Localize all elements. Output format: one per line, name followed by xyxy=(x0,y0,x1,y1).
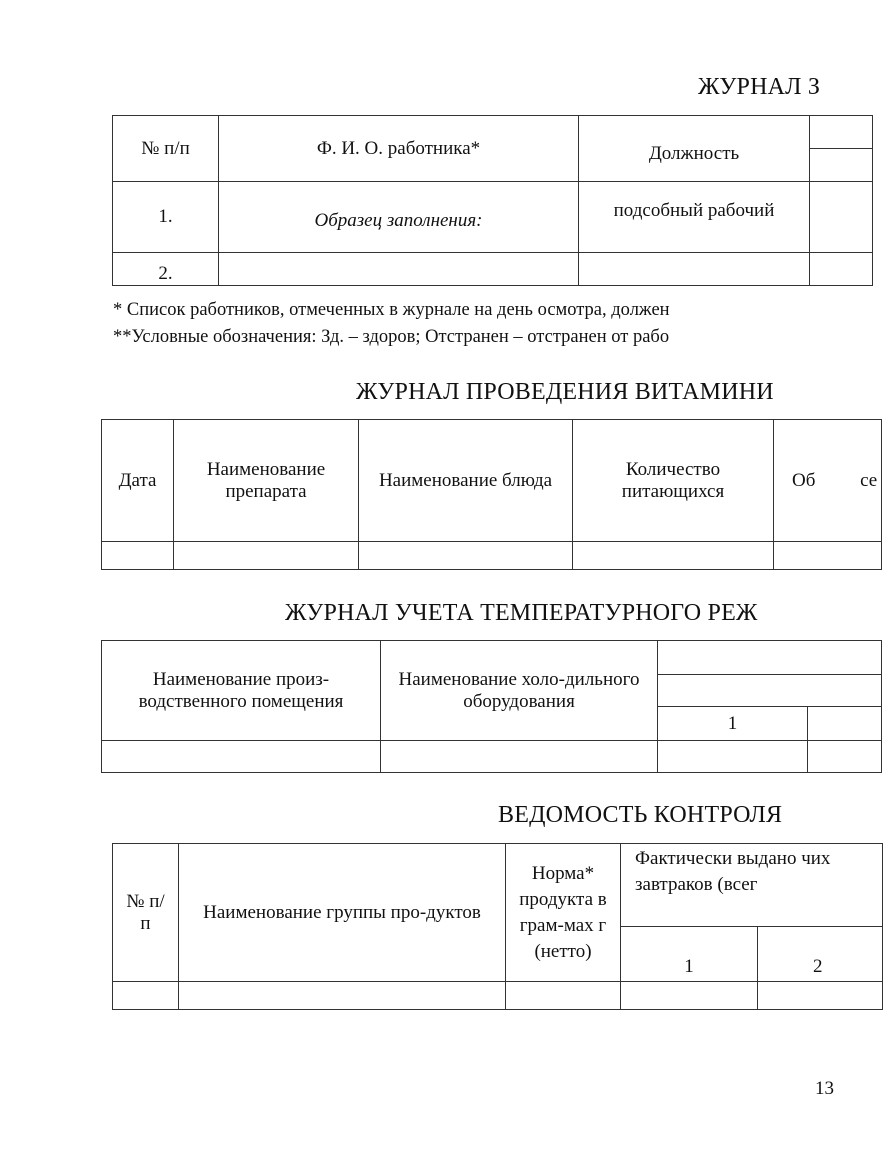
cell-name xyxy=(219,253,579,286)
header-preparation: Наименование препарата xyxy=(174,420,359,542)
empty-cell xyxy=(621,982,758,1010)
cell-num: 1. xyxy=(113,182,219,253)
header-cut-cell xyxy=(658,641,882,675)
journal3-table xyxy=(101,640,882,773)
empty-cell xyxy=(102,741,381,773)
header-sub-1: 1 xyxy=(621,927,758,982)
journal3-title: ЖУРНАЛ УЧЕТА ТЕМПЕРАТУРНОГО РЕЖ xyxy=(285,600,758,626)
header-partial: Об се xyxy=(774,420,882,542)
header-position: Должность xyxy=(579,116,810,182)
cell-name: Образец заполнения: xyxy=(219,182,579,253)
cell-position xyxy=(579,253,810,286)
cell-position: подсобный рабочий xyxy=(579,182,810,253)
empty-cell xyxy=(381,741,658,773)
journal1-title: ЖУРНАЛ З xyxy=(698,74,821,100)
empty-cell xyxy=(174,542,359,570)
empty-cell xyxy=(506,982,621,1010)
header-sub-1: 1 xyxy=(658,707,808,741)
header-num: № п/п xyxy=(113,844,179,982)
cell-num: 2. xyxy=(113,253,219,286)
empty-cell xyxy=(113,982,179,1010)
journal2-table xyxy=(101,419,882,570)
header-cut-cell xyxy=(810,149,873,182)
journal2-title: ЖУРНАЛ ПРОВЕДЕНИЯ ВИТАМИНИ xyxy=(356,379,774,405)
header-cut-cell xyxy=(808,707,882,741)
header-cut-cell xyxy=(658,675,882,707)
header-num: № п/п xyxy=(113,116,219,182)
empty-cell xyxy=(179,982,506,1010)
empty-cell xyxy=(658,741,808,773)
header-cut-cell xyxy=(810,116,873,149)
header-room: Наименование произ-водственного помещения xyxy=(102,641,381,741)
empty-cell xyxy=(808,741,882,773)
header-group: Наименование группы про-дуктов xyxy=(179,844,506,982)
header-norm: Норма* продукта в грам-мах г (нетто) xyxy=(506,844,621,982)
journal1-table xyxy=(112,115,873,286)
footnote-2: **Условные обозначения: Зд. – здоров; Отстранен – отстранен от рабо xyxy=(113,327,670,347)
empty-cell xyxy=(102,542,174,570)
header-sub-2: 2 xyxy=(758,927,883,982)
empty-cell xyxy=(758,982,883,1010)
header-dish: Наименование блюда xyxy=(359,420,573,542)
footnote-1: * Список работников, отмеченных в журнале на день осмотра, должен xyxy=(113,300,670,320)
cell-cut xyxy=(810,253,873,286)
header-name: Ф. И. О. работника* xyxy=(219,116,579,182)
page-number: 13 xyxy=(815,1078,834,1099)
header-date: Дата xyxy=(102,420,174,542)
empty-cell xyxy=(573,542,774,570)
cell-cut xyxy=(810,182,873,253)
header-actual: Фактически выдано чих завтраков (всег xyxy=(621,844,883,927)
journal4-table xyxy=(112,843,883,1010)
journal4-title: ВЕДОМОСТЬ КОНТРОЛЯ xyxy=(498,802,783,828)
header-count: Количество питающихся xyxy=(573,420,774,542)
header-equipment: Наименование холо-дильного оборудования xyxy=(381,641,658,741)
empty-cell xyxy=(359,542,573,570)
empty-cell xyxy=(774,542,882,570)
